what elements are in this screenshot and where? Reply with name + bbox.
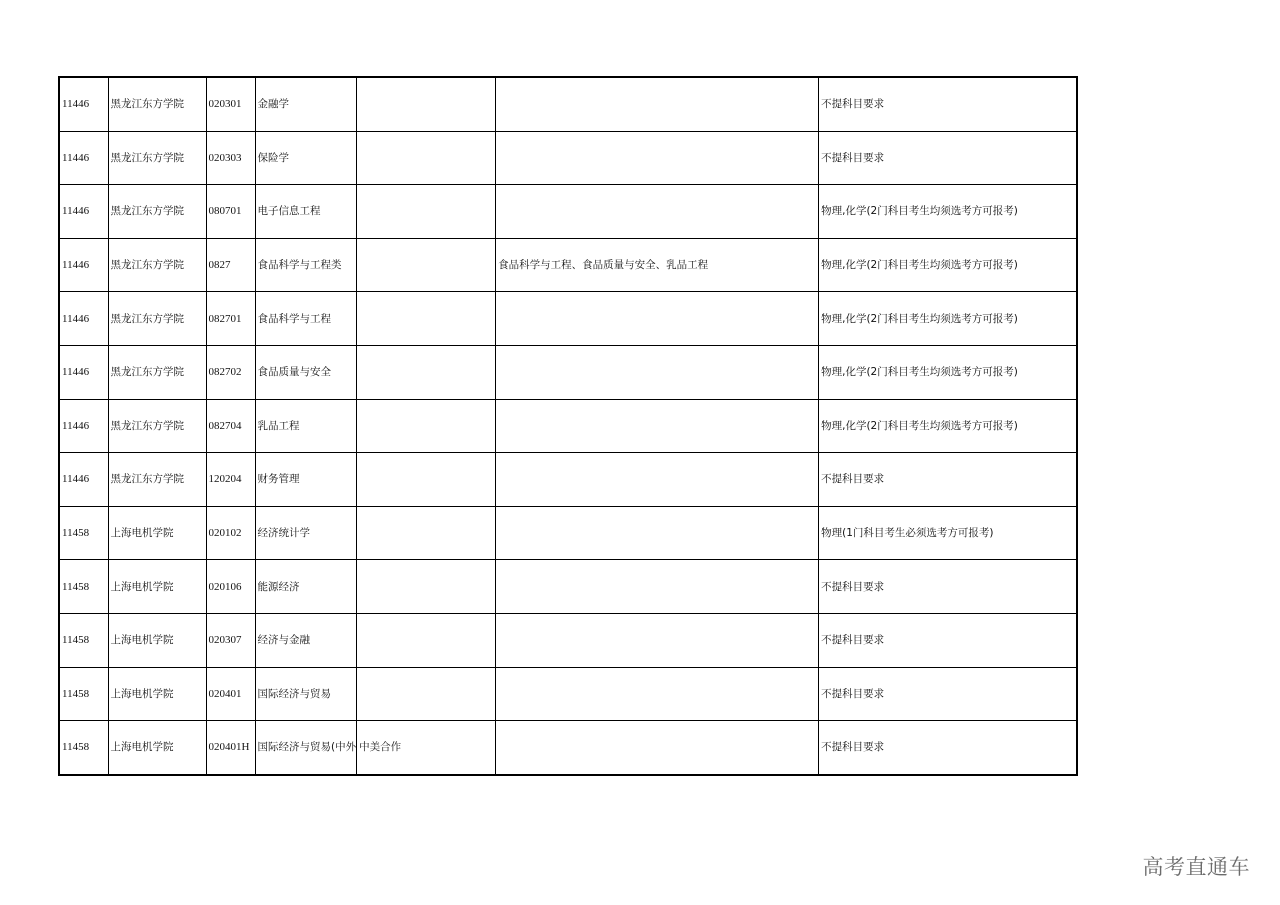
major-name-cell: 能源经济	[255, 560, 357, 614]
major-note-cell	[357, 560, 496, 614]
school-code-cell: 11446	[59, 185, 108, 239]
included-majors-cell	[496, 345, 819, 399]
school-name-cell: 黑龙江东方学院	[108, 238, 206, 292]
school-code-cell: 11458	[59, 667, 108, 721]
school-name-cell: 上海电机学院	[108, 667, 206, 721]
major-code-cell: 020106	[206, 560, 255, 614]
included-majors-cell	[496, 131, 819, 185]
major-note-cell	[357, 185, 496, 239]
major-name-cell: 乳品工程	[255, 399, 357, 453]
watermark: 高考直通车	[1142, 855, 1250, 879]
major-name-cell: 国际经济与贸易	[255, 667, 357, 721]
included-majors-cell	[496, 185, 819, 239]
school-code-cell: 11458	[59, 506, 108, 560]
table-row	[59, 721, 1077, 775]
table-row	[59, 185, 1077, 239]
major-code-cell: 120204	[206, 453, 255, 507]
table-body	[59, 77, 1077, 775]
table-row	[59, 560, 1077, 614]
major-name-cell: 食品科学与工程	[255, 292, 357, 346]
school-code-cell: 11458	[59, 560, 108, 614]
subject-requirement-cell: 物理(1门科目考生必须选考方可报考)	[819, 506, 1077, 560]
included-majors-cell	[496, 667, 819, 721]
included-majors-cell	[496, 453, 819, 507]
school-name-cell: 黑龙江东方学院	[108, 345, 206, 399]
major-code-cell: 082704	[206, 399, 255, 453]
school-name-cell: 黑龙江东方学院	[108, 399, 206, 453]
subject-requirement-cell: 不提科目要求	[819, 613, 1077, 667]
major-code-cell: 020401	[206, 667, 255, 721]
table-row	[59, 345, 1077, 399]
school-name-cell: 上海电机学院	[108, 721, 206, 775]
major-code-cell: 020303	[206, 131, 255, 185]
subject-requirement-cell: 物理,化学(2门科目考生均须选考方可报考)	[819, 399, 1077, 453]
major-note-cell	[357, 667, 496, 721]
major-name-cell: 国际经济与贸易(中外	[255, 721, 357, 775]
school-name-cell: 黑龙江东方学院	[108, 292, 206, 346]
major-note-cell	[357, 399, 496, 453]
subject-requirement-cell: 不提科目要求	[819, 721, 1077, 775]
included-majors-cell	[496, 77, 819, 131]
school-code-cell: 11446	[59, 131, 108, 185]
major-code-cell: 0827	[206, 238, 255, 292]
major-code-cell: 020401H	[206, 721, 255, 775]
table-row	[59, 453, 1077, 507]
major-name-cell: 保险学	[255, 131, 357, 185]
included-majors-cell	[496, 613, 819, 667]
subject-requirement-cell: 物理,化学(2门科目考生均须选考方可报考)	[819, 185, 1077, 239]
school-code-cell: 11458	[59, 721, 108, 775]
subject-requirement-cell: 不提科目要求	[819, 131, 1077, 185]
included-majors-cell	[496, 506, 819, 560]
included-majors-cell	[496, 292, 819, 346]
school-name-cell: 黑龙江东方学院	[108, 185, 206, 239]
major-name-cell: 经济与金融	[255, 613, 357, 667]
table-row	[59, 667, 1077, 721]
major-code-cell: 082701	[206, 292, 255, 346]
major-note-cell	[357, 238, 496, 292]
major-name-cell: 经济统计学	[255, 506, 357, 560]
major-code-cell: 020102	[206, 506, 255, 560]
subject-requirement-cell: 不提科目要求	[819, 667, 1077, 721]
included-majors-cell	[496, 399, 819, 453]
table-row	[59, 238, 1077, 292]
major-code-cell: 080701	[206, 185, 255, 239]
major-note-cell	[357, 131, 496, 185]
major-code-cell: 020307	[206, 613, 255, 667]
school-name-cell: 黑龙江东方学院	[108, 453, 206, 507]
subject-requirement-cell: 物理,化学(2门科目考生均须选考方可报考)	[819, 345, 1077, 399]
subject-requirement-cell: 不提科目要求	[819, 77, 1077, 131]
major-name-cell: 金融学	[255, 77, 357, 131]
table-row	[59, 292, 1077, 346]
major-note-cell	[357, 453, 496, 507]
school-code-cell: 11446	[59, 345, 108, 399]
major-note-cell	[357, 506, 496, 560]
table-row	[59, 77, 1077, 131]
major-note-cell	[357, 345, 496, 399]
school-name-cell: 上海电机学院	[108, 613, 206, 667]
included-majors-cell	[496, 560, 819, 614]
major-name-cell: 电子信息工程	[255, 185, 357, 239]
school-name-cell: 上海电机学院	[108, 560, 206, 614]
major-note-cell	[357, 77, 496, 131]
subject-requirement-cell: 不提科目要求	[819, 560, 1077, 614]
school-code-cell: 11446	[59, 399, 108, 453]
school-name-cell: 黑龙江东方学院	[108, 131, 206, 185]
major-note-cell	[357, 292, 496, 346]
school-code-cell: 11446	[59, 77, 108, 131]
school-code-cell: 11446	[59, 453, 108, 507]
school-name-cell: 黑龙江东方学院	[108, 77, 206, 131]
school-code-cell: 11446	[59, 292, 108, 346]
table-row	[59, 506, 1077, 560]
major-note-cell	[357, 613, 496, 667]
subject-requirements-table	[58, 76, 1078, 776]
school-name-cell: 上海电机学院	[108, 506, 206, 560]
table-row	[59, 399, 1077, 453]
major-name-cell: 食品质量与安全	[255, 345, 357, 399]
table-row	[59, 613, 1077, 667]
subject-requirement-cell: 物理,化学(2门科目考生均须选考方可报考)	[819, 238, 1077, 292]
major-code-cell: 082702	[206, 345, 255, 399]
major-name-cell: 食品科学与工程类	[255, 238, 357, 292]
included-majors-cell	[496, 721, 819, 775]
major-note-cell: 中美合作	[357, 721, 496, 775]
major-code-cell: 020301	[206, 77, 255, 131]
subject-requirement-cell: 不提科目要求	[819, 453, 1077, 507]
school-code-cell: 11446	[59, 238, 108, 292]
subject-requirement-cell: 物理,化学(2门科目考生均须选考方可报考)	[819, 292, 1077, 346]
table-row	[59, 131, 1077, 185]
school-code-cell: 11458	[59, 613, 108, 667]
included-majors-cell: 食品科学与工程、食品质量与安全、乳品工程	[496, 238, 819, 292]
major-name-cell: 财务管理	[255, 453, 357, 507]
